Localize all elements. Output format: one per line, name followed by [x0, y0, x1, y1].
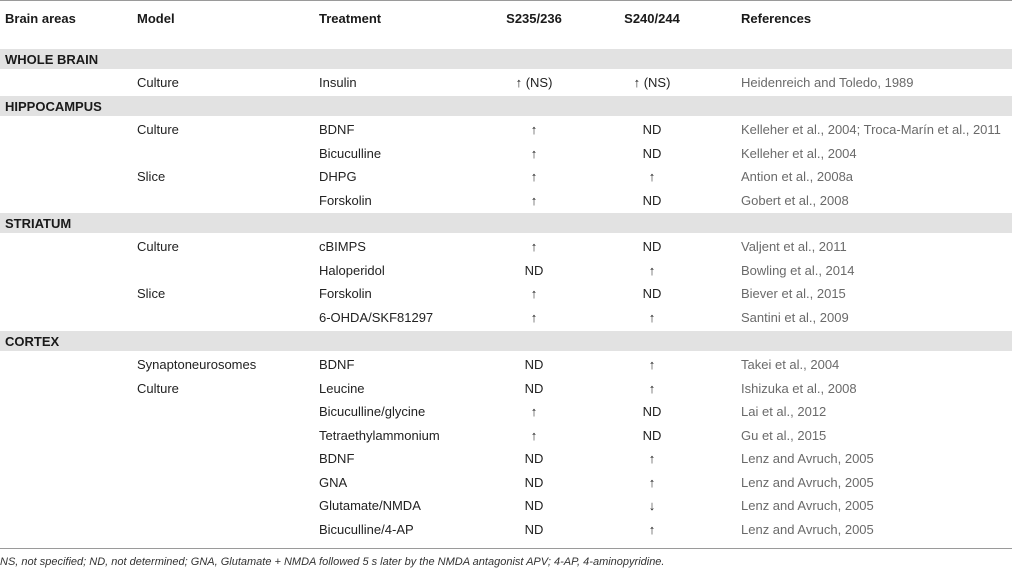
- section-title: WHOLE BRAIN: [5, 52, 99, 67]
- cell-model: Slice: [137, 286, 166, 301]
- table-row: [0, 165, 1012, 188]
- table-row: [0, 377, 1012, 400]
- cell-treatment: Insulin: [319, 75, 357, 90]
- cell-treatment: Bicuculline/glycine: [319, 404, 426, 419]
- cell-model: Culture: [137, 122, 179, 137]
- cell-s235: ↑: [530, 145, 538, 161]
- header-references: References: [741, 11, 812, 26]
- section-title: STRIATUM: [5, 216, 72, 231]
- cell-treatment: Haloperidol: [319, 262, 385, 278]
- cell-s235: ND: [524, 474, 544, 490]
- cell-s235: ND: [524, 498, 544, 513]
- header-treatment: Treatment: [319, 11, 382, 26]
- cell-s240: ↑: [648, 521, 656, 537]
- cell-reference: Ishizuka et al., 2008: [741, 380, 857, 396]
- cell-s240: ↑: [648, 380, 656, 396]
- cell-s240: ND: [642, 286, 662, 301]
- cell-s235: ND: [524, 357, 544, 372]
- cell-treatment: Bicuculline: [319, 145, 382, 161]
- cell-reference: Lenz and Avruch, 2005: [741, 521, 874, 537]
- cell-treatment: BDNF: [319, 451, 355, 466]
- cell-s240: ↑: [648, 451, 656, 466]
- cell-s240: ND: [642, 404, 662, 419]
- cell-treatment: 6-OHDA/SKF81297: [319, 309, 434, 325]
- cell-s235: ND: [524, 451, 544, 466]
- cell-s235: ↑: [530, 404, 538, 419]
- cell-s240: ND: [642, 145, 662, 161]
- cell-s235: ND: [524, 262, 544, 278]
- cell-treatment: Forskolin: [319, 286, 372, 301]
- cell-model: Culture: [137, 380, 179, 396]
- header-s240: S240/244: [624, 11, 680, 26]
- cell-reference: Santini et al., 2009: [741, 309, 849, 325]
- cell-s235: ↑: [530, 309, 538, 325]
- cell-reference: Lai et al., 2012: [741, 404, 827, 419]
- cell-s240: ND: [642, 122, 662, 137]
- section-header: [0, 213, 1012, 233]
- cell-s240: ↓: [648, 498, 656, 513]
- section-header: [0, 331, 1012, 351]
- section-title: CORTEX: [5, 334, 60, 349]
- cell-reference: Gobert et al., 2008: [741, 192, 849, 208]
- cell-s235: ↑: [530, 239, 538, 254]
- table-row: [0, 235, 1012, 258]
- table-footnote: NS, not specified; ND, not determined; GNA, Glutamate + NMDA followed 5 s later by the NMDA antagonist APV; 4-AP, 4-aminopyridine.: [0, 556, 665, 568]
- table-bottom-rule: [0, 548, 1012, 549]
- cell-reference: Lenz and Avruch, 2005: [741, 498, 874, 513]
- cell-s240: ↑ (NS): [633, 75, 671, 90]
- cell-s235: ↑: [530, 122, 538, 137]
- section-header: [0, 96, 1012, 116]
- cell-reference: Gu et al., 2015: [741, 427, 827, 443]
- table-row: [0, 282, 1012, 305]
- cell-s240: ND: [642, 239, 662, 254]
- table-row: [0, 447, 1012, 470]
- cell-s235: ↑: [530, 427, 538, 443]
- table-row: [0, 518, 1012, 541]
- cell-s235: ↑: [530, 286, 538, 301]
- header-s235: S235/236: [506, 11, 562, 26]
- cell-s240: ↑: [648, 169, 656, 184]
- table-row: [0, 259, 1012, 282]
- cell-s240: ↑: [648, 474, 656, 490]
- cell-s235: ↑ (NS): [515, 75, 553, 90]
- cell-reference: Kelleher et al., 2004; Troca-Marín et al., 2011: [741, 122, 1001, 137]
- cell-s240: ↑: [648, 357, 656, 372]
- cell-model: Culture: [137, 75, 179, 90]
- table-row: [0, 471, 1012, 494]
- cell-treatment: Leucine: [319, 380, 365, 396]
- cell-treatment: Tetraethylammonium: [319, 427, 440, 443]
- cell-treatment: Glutamate/NMDA: [319, 498, 421, 513]
- table-row: [0, 494, 1012, 517]
- cell-reference: Valjent et al., 2011: [741, 239, 847, 254]
- cell-model: Culture: [137, 239, 179, 254]
- cell-s235: ↑: [530, 192, 538, 208]
- table-row: [0, 118, 1012, 141]
- cell-s235: ND: [524, 521, 544, 537]
- cell-s240: ND: [642, 427, 662, 443]
- header-model: Model: [137, 11, 175, 26]
- table-row: [0, 142, 1012, 165]
- table-top-rule: [0, 0, 1012, 1]
- cell-reference: Lenz and Avruch, 2005: [741, 451, 874, 466]
- cell-reference: Antion et al., 2008a: [741, 169, 854, 184]
- cell-reference: Heidenreich and Toledo, 1989: [741, 75, 914, 90]
- cell-model: Slice: [137, 169, 166, 184]
- cell-treatment: Bicuculline/4-AP: [319, 521, 414, 537]
- cell-treatment: BDNF: [319, 122, 355, 137]
- table-row: [0, 71, 1012, 94]
- cell-s235: ↑: [530, 169, 538, 184]
- cell-treatment: Forskolin: [319, 192, 372, 208]
- table-row: [0, 306, 1012, 329]
- cell-treatment: GNA: [319, 474, 348, 490]
- cell-s235: ND: [524, 380, 544, 396]
- cell-model: Synaptoneurosomes: [137, 357, 257, 372]
- section-title: HIPPOCAMPUS: [5, 99, 102, 114]
- cell-reference: Biever et al., 2015: [741, 286, 846, 301]
- cell-reference: Kelleher et al., 2004: [741, 145, 857, 161]
- cell-reference: Lenz and Avruch, 2005: [741, 474, 874, 490]
- cell-treatment: cBIMPS: [319, 239, 366, 254]
- table-row: [0, 189, 1012, 212]
- table-row: [0, 353, 1012, 376]
- cell-treatment: DHPG: [319, 169, 357, 184]
- table-row: [0, 424, 1012, 447]
- cell-reference: Bowling et al., 2014: [741, 262, 855, 278]
- cell-s240: ND: [642, 192, 662, 208]
- section-header: [0, 49, 1012, 69]
- cell-s240: ↑: [648, 309, 656, 325]
- cell-reference: Takei et al., 2004: [741, 357, 840, 372]
- header-brain-areas: Brain areas: [5, 11, 76, 26]
- cell-s240: ↑: [648, 262, 656, 278]
- cell-treatment: BDNF: [319, 357, 355, 372]
- table-row: [0, 400, 1012, 423]
